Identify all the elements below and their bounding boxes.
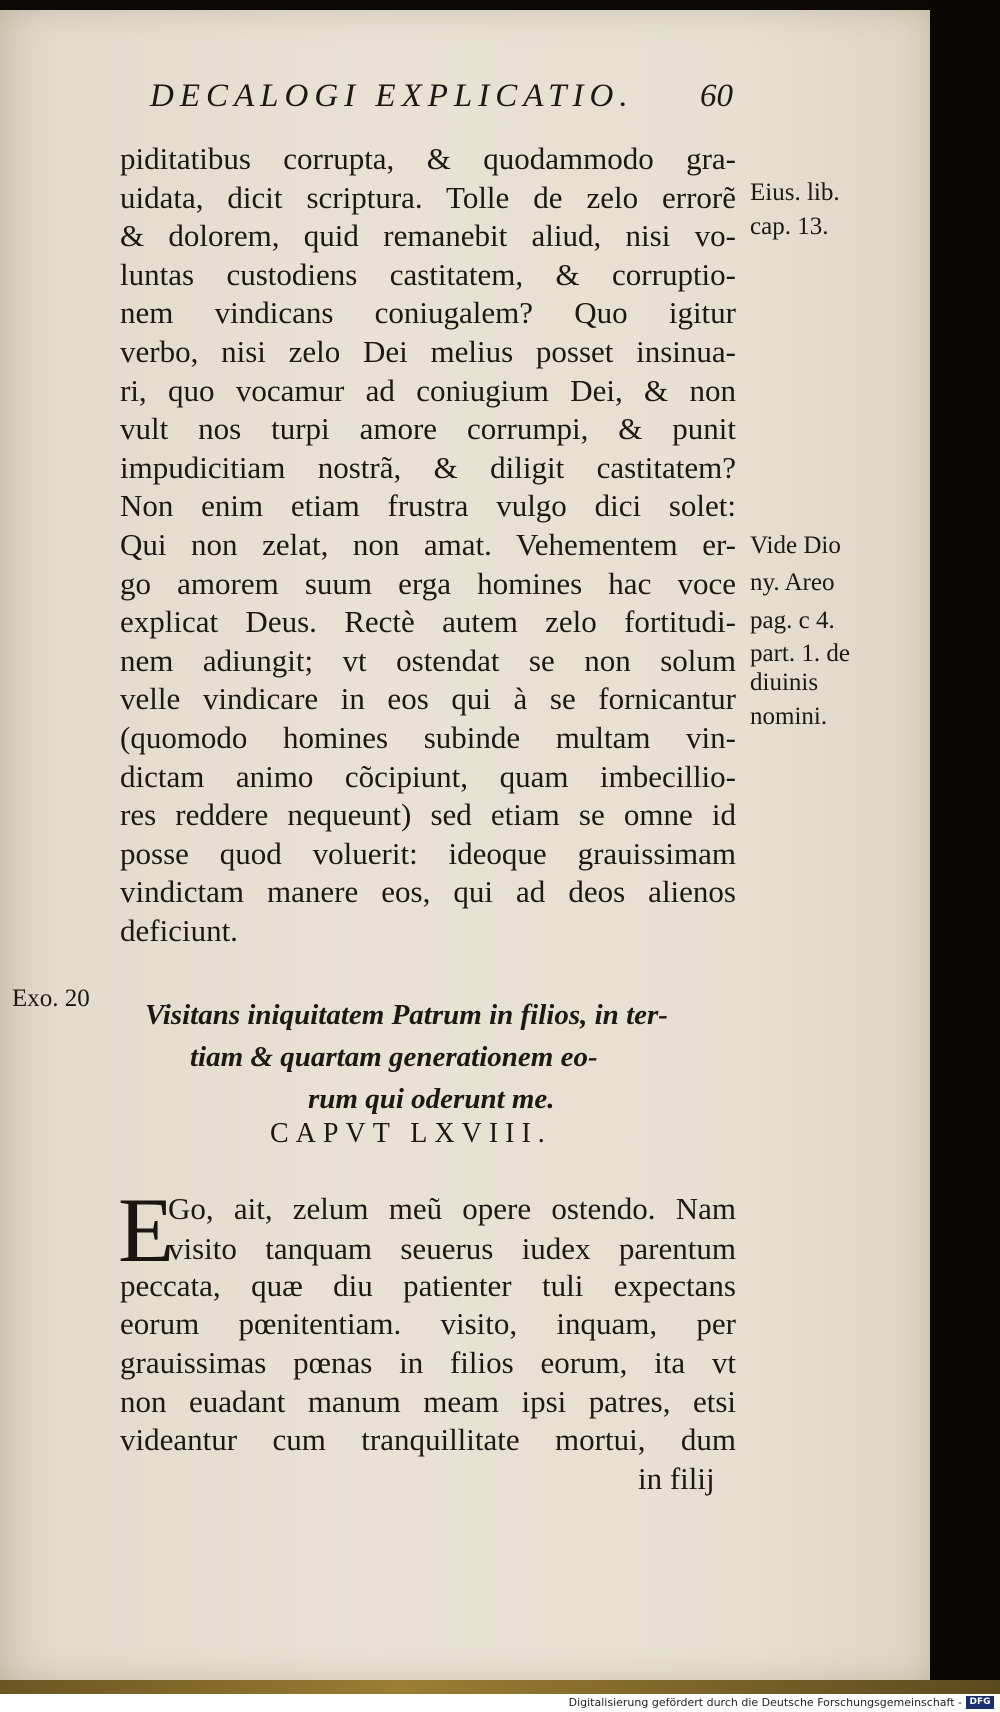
body-line: uidata, dicit scriptura. Tolle de zelo errorẽ xyxy=(120,179,736,215)
body-line: Non enim etiam frustra vulgo dici solet: xyxy=(120,488,736,524)
margin-note: diuinis xyxy=(750,669,819,696)
body-line: nem vindicans coniugalem? Quo igitur xyxy=(120,295,736,331)
page-number: 60 xyxy=(700,78,733,114)
body-line: piditatibus corrupta, & quodammodo gra- xyxy=(120,141,736,176)
body-line: (quomodo homines subinde multam vin- xyxy=(120,720,736,755)
page-edge-shadow xyxy=(930,0,1000,1712)
margin-note: nomini. xyxy=(750,703,828,730)
verse-line: tiam & quartam generationem eo- xyxy=(190,1041,598,1073)
running-head: DECALOGI EXPLICATIO. xyxy=(150,78,634,114)
body-line: posse quod voluerit: ideoque grauissimam xyxy=(120,835,736,871)
margin-reference-exodus: Exo. 20 xyxy=(12,985,90,1012)
chapter-line: Go, ait, zelum meũ opere ostendo. Nam xyxy=(168,1191,736,1226)
body-line: & dolorem, quid remanebit aliud, nisi vo- xyxy=(120,218,736,254)
funding-credit: Digitalisierung gefördert durch die Deutsche Forschungsgemeinschaft - xyxy=(568,1696,962,1709)
body-line: velle vindicare in eos qui à se fornicantur xyxy=(120,681,736,717)
chapter-line: non euadant manum meam ipsi patres, etsi xyxy=(120,1384,736,1419)
dfg-logo: DFG xyxy=(966,1696,994,1709)
margin-note: part. 1. de xyxy=(750,640,850,667)
body-line: ri, quo vocamur ad coniugium Dei, & non xyxy=(120,372,736,408)
body-line: go amorem suum erga homines hac voce xyxy=(120,565,736,601)
body-line: vult nos turpi amore corrumpi, & punit xyxy=(120,411,736,447)
body-line: vindictam manere eos, qui ad deos alienos xyxy=(120,874,736,910)
chapter-line: grauissimas pœnas in filios eorum, ita vt xyxy=(120,1345,736,1380)
body-line: Qui non zelat, non amat. Vehementem er- xyxy=(120,527,736,562)
chapter-line: eorum pœnitentiam. visito, inquam, per xyxy=(120,1306,736,1341)
body-line: luntas custodiens castitatem, & corruptio- xyxy=(120,256,736,292)
body-line: explicat Deus. Rectè autem zelo fortitudi- xyxy=(120,604,736,640)
verse-line: Visitans iniquitatem Patrum in filios, in ter- xyxy=(145,999,668,1031)
body-line: impudicitiam nostrã, & diligit castitatem? xyxy=(120,449,736,485)
margin-note: Eius. lib. xyxy=(750,179,840,206)
margin-note: Vide Dio xyxy=(750,532,841,559)
body-line: res reddere nequeunt) sed etiam se omne id xyxy=(120,797,736,833)
book-bottom-edge xyxy=(0,1680,1000,1694)
body-line: nem adiungit; vt ostendat se non solum xyxy=(120,642,736,678)
margin-note: ny. Areo xyxy=(750,569,835,596)
chapter-line: peccata, quæ diu patienter tuli expectans xyxy=(120,1268,736,1303)
verse-line: rum qui oderunt me. xyxy=(308,1083,555,1115)
margin-note: pag. c 4. xyxy=(750,607,835,634)
drop-cap: E xyxy=(118,1179,175,1281)
chapter-line: visito tanquam seuerus iudex parentum xyxy=(168,1231,736,1266)
chapter-line: videantur cum tranquillitate mortui, dum xyxy=(120,1422,736,1457)
body-line: verbo, nisi zelo Dei melius posset insinua- xyxy=(120,334,736,369)
margin-note: cap. 13. xyxy=(750,213,829,240)
body-line: deficiunt. xyxy=(120,913,238,948)
chapter-heading: CAPVT LXVIII. xyxy=(270,1118,552,1149)
body-line: dictam animo cõcipiunt, quam imbecillio- xyxy=(120,758,736,794)
chapter-line: in filij xyxy=(638,1461,715,1496)
